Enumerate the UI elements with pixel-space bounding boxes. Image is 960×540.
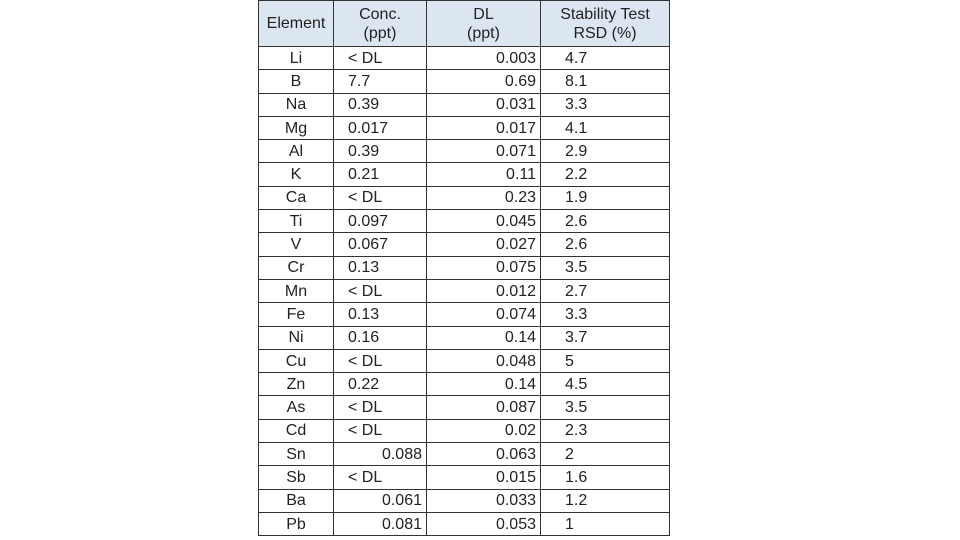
- table-row: [259, 419, 670, 442]
- header-conc-line2: (ppt): [363, 24, 397, 42]
- table-row: [259, 93, 670, 116]
- cell-dl: 0.23: [427, 186, 541, 209]
- table-row: [259, 373, 670, 396]
- cell-conc: 0.017: [334, 116, 427, 139]
- header-rsd: [541, 1, 670, 47]
- cell-dl: 0.027: [427, 233, 541, 256]
- cell-conc: < DL: [334, 419, 427, 442]
- cell-rsd: 4.7: [541, 47, 670, 70]
- cell-dl: 0.045: [427, 210, 541, 233]
- cell-rsd: 3.5: [541, 396, 670, 419]
- cell-rsd: 1.2: [541, 489, 670, 512]
- cell-conc: 0.067: [334, 233, 427, 256]
- cell-element: Mg: [259, 116, 334, 139]
- cell-rsd: 1.9: [541, 186, 670, 209]
- table-row: [259, 326, 670, 349]
- header-rsd-line2: RSD (%): [573, 24, 637, 42]
- table-row: [259, 210, 670, 233]
- cell-element: Li: [259, 47, 334, 70]
- cell-rsd: 1: [541, 512, 670, 535]
- header-dl-line1: DL: [473, 5, 494, 23]
- header-conc-line1: Conc.: [359, 5, 401, 23]
- header-row: [259, 1, 670, 47]
- table-row: [259, 47, 670, 70]
- cell-dl: 0.033: [427, 489, 541, 512]
- cell-element: Ti: [259, 210, 334, 233]
- cell-conc: 0.13: [334, 303, 427, 326]
- header-conc: [334, 1, 427, 47]
- cell-rsd: 2.2: [541, 163, 670, 186]
- cell-element: Na: [259, 93, 334, 116]
- cell-dl: 0.053: [427, 512, 541, 535]
- cell-rsd: 2.7: [541, 279, 670, 302]
- cell-element: Fe: [259, 303, 334, 326]
- cell-dl: 0.074: [427, 303, 541, 326]
- cell-element: B: [259, 70, 334, 93]
- table-row: [259, 116, 670, 139]
- cell-rsd: 2.3: [541, 419, 670, 442]
- cell-element: Cu: [259, 349, 334, 372]
- cell-dl: 0.012: [427, 279, 541, 302]
- cell-element: Al: [259, 140, 334, 163]
- cell-dl: 0.11: [427, 163, 541, 186]
- table-row: [259, 443, 670, 466]
- cell-conc: < DL: [334, 47, 427, 70]
- table-row: [259, 256, 670, 279]
- table-row: [259, 70, 670, 93]
- cell-conc: 0.39: [334, 140, 427, 163]
- cell-element: Pb: [259, 512, 334, 535]
- cell-element: Cr: [259, 256, 334, 279]
- cell-rsd: 2.6: [541, 233, 670, 256]
- cell-conc: 0.16: [334, 326, 427, 349]
- cell-conc: 0.081: [334, 512, 427, 535]
- cell-dl: 0.003: [427, 47, 541, 70]
- cell-conc: < DL: [334, 396, 427, 419]
- cell-conc: 0.21: [334, 163, 427, 186]
- cell-dl: 0.015: [427, 466, 541, 489]
- cell-rsd: 2: [541, 443, 670, 466]
- cell-conc: 0.088: [334, 443, 427, 466]
- cell-rsd: 1.6: [541, 466, 670, 489]
- cell-rsd: 4.5: [541, 373, 670, 396]
- cell-rsd: 2.9: [541, 140, 670, 163]
- table-row: [259, 512, 670, 535]
- cell-dl: 0.031: [427, 93, 541, 116]
- cell-element: Ni: [259, 326, 334, 349]
- header-dl: [427, 1, 541, 47]
- cell-rsd: 3.3: [541, 303, 670, 326]
- cell-dl: 0.087: [427, 396, 541, 419]
- cell-element: As: [259, 396, 334, 419]
- cell-rsd: 3.7: [541, 326, 670, 349]
- table-row: [259, 303, 670, 326]
- table-row: [259, 349, 670, 372]
- cell-dl: 0.14: [427, 373, 541, 396]
- header-element-label: Element: [266, 15, 326, 32]
- header-element: [259, 1, 334, 47]
- cell-dl: 0.071: [427, 140, 541, 163]
- cell-rsd: 5: [541, 349, 670, 372]
- cell-conc: < DL: [334, 349, 427, 372]
- cell-rsd: 2.6: [541, 210, 670, 233]
- cell-element: Sn: [259, 443, 334, 466]
- cell-rsd: 3.3: [541, 93, 670, 116]
- cell-conc: < DL: [334, 279, 427, 302]
- cell-dl: 0.02: [427, 419, 541, 442]
- table-row: [259, 466, 670, 489]
- cell-element: Cd: [259, 419, 334, 442]
- cell-element: Sb: [259, 466, 334, 489]
- cell-dl: 0.075: [427, 256, 541, 279]
- cell-element: K: [259, 163, 334, 186]
- cell-conc: 0.39: [334, 93, 427, 116]
- cell-element: V: [259, 233, 334, 256]
- cell-rsd: 4.1: [541, 116, 670, 139]
- cell-rsd: 3.5: [541, 256, 670, 279]
- cell-dl: 0.063: [427, 443, 541, 466]
- cell-dl: 0.69: [427, 70, 541, 93]
- header-dl-line2: (ppt): [467, 24, 500, 42]
- cell-dl: 0.14: [427, 326, 541, 349]
- table-row: [259, 233, 670, 256]
- cell-element: Zn: [259, 373, 334, 396]
- cell-dl: 0.017: [427, 116, 541, 139]
- cell-element: Ca: [259, 186, 334, 209]
- table-row: [259, 140, 670, 163]
- cell-conc: 0.097: [334, 210, 427, 233]
- cell-conc: < DL: [334, 466, 427, 489]
- element-data-table: [258, 0, 670, 536]
- cell-dl: 0.048: [427, 349, 541, 372]
- cell-element: Mn: [259, 279, 334, 302]
- cell-conc: 7.7: [334, 70, 427, 93]
- header-rsd-line1: Stability Test: [560, 5, 650, 23]
- cell-conc: 0.13: [334, 256, 427, 279]
- cell-conc: 0.061: [334, 489, 427, 512]
- table-row: [259, 396, 670, 419]
- cell-rsd: 8.1: [541, 70, 670, 93]
- table-row: [259, 489, 670, 512]
- table-row: [259, 279, 670, 302]
- cell-conc: 0.22: [334, 373, 427, 396]
- table-row: [259, 163, 670, 186]
- cell-element: Ba: [259, 489, 334, 512]
- cell-conc: < DL: [334, 186, 427, 209]
- table-row: [259, 186, 670, 209]
